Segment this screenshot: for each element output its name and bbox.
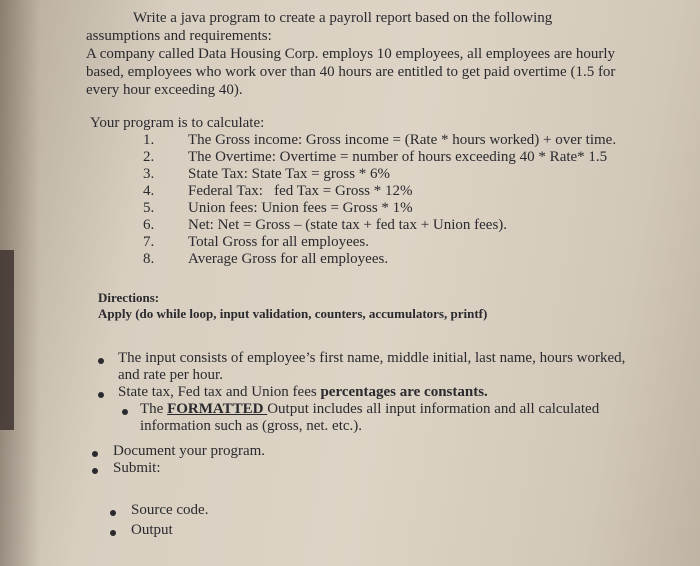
bullet-constants-text: State tax, Fed tax and Union fees — [118, 384, 321, 400]
calc-item-number: 8. — [143, 251, 155, 267]
bullet-dot — [122, 409, 128, 415]
calc-item-text: Average Gross for all employees. — [188, 251, 389, 267]
calc-item-number: 6. — [143, 217, 155, 233]
bullet-formatted-post: Output includes all input information and all calculated — [267, 401, 600, 417]
intro-line-4: based, employees who work over than 40 hours are entitled to get paid overtime (1.5 for — [86, 64, 616, 80]
calc-item-text: Federal Tax: fed Tax = Gross * 12% — [188, 183, 413, 199]
intro-line-3: A company called Data Housing Corp. employs 10 employees, all employees are hourly — [86, 46, 616, 62]
bullet-output: Output — [131, 522, 173, 538]
bullet-constants-bold: percentages are constants. — [320, 384, 488, 400]
calc-item-number: 4. — [143, 183, 155, 199]
calc-item-text: State Tax: State Tax = gross * 6% — [188, 166, 391, 182]
calc-item-text: Net: Net = Gross – (state tax + fed tax + Union fees). — [188, 217, 508, 233]
calc-item-text: Total Gross for all employees. — [188, 234, 369, 250]
bullet-source-code: Source code. — [131, 502, 209, 518]
bullet-formatted — [140, 401, 599, 418]
directions-apply: Apply (do while loop, input validation, counters, accumulators, printf) — [98, 306, 488, 321]
calc-item-text: The Gross income: Gross income = (Rate * hours worked) + over time. — [188, 132, 617, 148]
bullet-dot — [92, 468, 98, 474]
calc-item-number: 5. — [143, 200, 155, 216]
intro-line-2: assumptions and requirements: — [86, 28, 272, 44]
directions-heading: Directions: — [98, 290, 160, 305]
bullet-dot — [110, 510, 116, 516]
bullet-dot — [98, 392, 104, 398]
calc-item-text: The Overtime: Overtime = number of hours exceeding 40 * Rate* 1.5 — [188, 149, 608, 165]
calc-item-number: 7. — [143, 234, 155, 250]
bullet-document: Document your program. — [113, 443, 266, 459]
intro-line-1: Write a java program to create a payroll report based on the following — [133, 10, 553, 26]
bullet-submit: Submit: — [113, 460, 161, 476]
bullet-formatted-line-2: information such as (gross, net. etc.). — [140, 418, 363, 434]
calc-item-number: 1. — [143, 132, 155, 148]
calc-item-text: Union fees: Union fees = Gross * 1% — [188, 200, 413, 216]
calc-item-number: 2. — [143, 149, 155, 165]
background-strip — [0, 250, 14, 430]
bullet-formatted-pre: The — [140, 401, 168, 417]
calc-item-number: 3. — [143, 166, 155, 182]
bullet-formatted-word: FORMATTED — [167, 401, 268, 417]
bullet-input-line-2: and rate per hour. — [118, 367, 223, 383]
bullet-input-line-1: The input consists of employee’s first name, middle initial, last name, hours worked, — [118, 350, 626, 366]
bullet-constants — [118, 384, 488, 401]
bullet-dot — [110, 530, 116, 536]
bullet-dot — [98, 358, 104, 364]
calc-heading: Your program is to calculate: — [90, 115, 265, 131]
intro-line-5: every hour exceeding 40). — [86, 82, 243, 98]
bullet-dot — [92, 451, 98, 457]
